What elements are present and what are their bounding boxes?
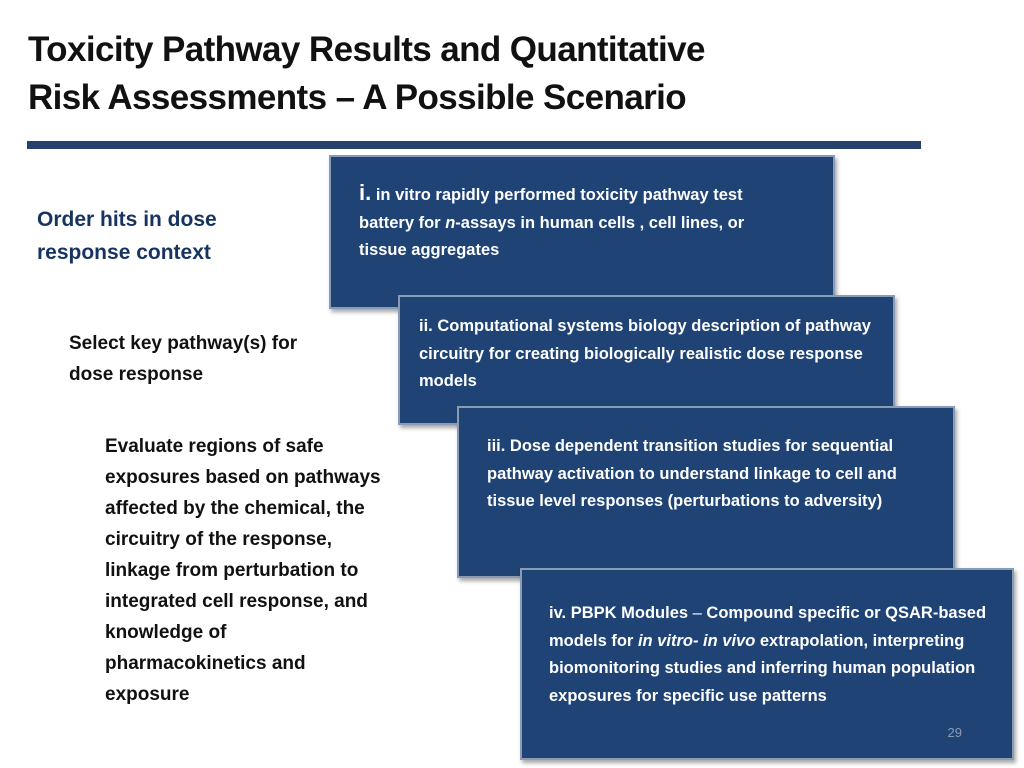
evaluate-regions-label: Evaluate regions of safe exposures based on pathways affected by the chemical, the circuitry of the response, linkage from perturbation to integrated cell response, and knowledge of pharmacokinetics and exposure bbox=[105, 436, 381, 705]
title-divider bbox=[27, 141, 921, 149]
step-iv-dash: – bbox=[692, 604, 702, 622]
slide-number: 29 bbox=[947, 725, 962, 740]
step-i-text-italic: n bbox=[445, 213, 456, 232]
step-iv-text-italic: in vitro- in vivo bbox=[637, 631, 756, 650]
step-box-iii bbox=[457, 406, 955, 578]
step-box-iv bbox=[520, 568, 1014, 760]
slide-title bbox=[28, 26, 928, 122]
step-iv-text-a: iv. PBPK Modules bbox=[549, 604, 693, 622]
step-iv-text-b: Compound specific or QSAR-based models for bbox=[549, 604, 987, 650]
step-ii-text: ii. Computational systems biology description of pathway circuitry for creating biologically realistic dose response models bbox=[419, 317, 871, 390]
step-iii-text: iii. Dose dependent transition studies for sequential pathway activation to understand linkage to cell and tissue level responses (perturbations to adversity) bbox=[487, 437, 897, 510]
step-i-text-b: -assays in human cells , cell lines, or tissue aggregates bbox=[359, 213, 745, 259]
order-hits-label: Order hits in dose response context bbox=[37, 208, 217, 264]
step-box-i bbox=[329, 155, 835, 309]
step-i-numeral: i. bbox=[359, 180, 372, 205]
slide-title-line2: Risk Assessments – A Possible Scenario bbox=[28, 78, 687, 117]
step-i-text-a: in vitro rapidly performed toxicity pathway test battery for bbox=[359, 186, 743, 232]
slide-title-line1: Toxicity Pathway Results and Quantitative bbox=[28, 30, 705, 69]
step-iv-text-c: extrapolation, interpreting biomonitoring studies and inferring human population exposures for specific use patterns bbox=[549, 631, 976, 705]
select-key-pathway-label: Select key pathway(s) for dose response bbox=[69, 333, 298, 385]
